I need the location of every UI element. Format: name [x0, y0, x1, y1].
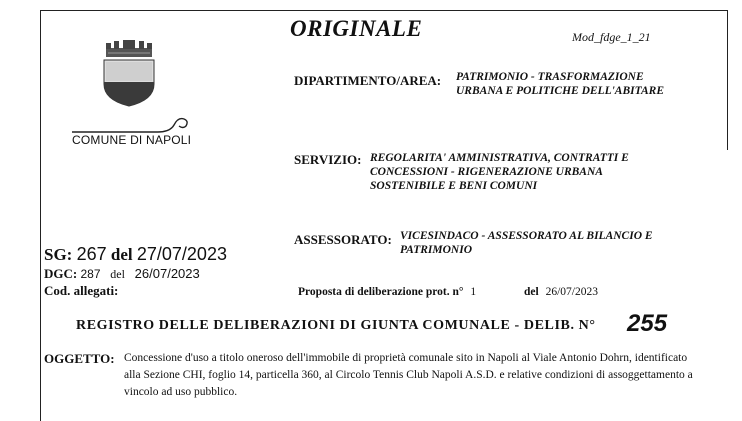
frame-top-border — [40, 10, 727, 11]
registro-title: REGISTRO DELLE DELIBERAZIONI DI GIUNTA COMUNALE - DELIB. N° — [76, 318, 596, 333]
proposta-line — [298, 286, 476, 298]
cod-allegati-label: Cod. allegati: — [44, 283, 119, 298]
proposta-label: Proposta di deliberazione prot. n° — [298, 286, 464, 298]
proposta-date: 26/07/2023 — [545, 286, 598, 298]
oggetto-label: OGGETTO: — [44, 351, 115, 366]
delibera-number: 255 — [627, 310, 668, 337]
coat-of-arms-icon — [98, 40, 160, 108]
frame-right-border — [727, 10, 728, 150]
dipartimento-line-2: URBANA E POLITICHE DELL'ABITARE — [456, 85, 665, 97]
model-code: Mod_fdge_1_21 — [572, 30, 651, 44]
oggetto-text: Concessione d'uso a titolo oneroso dell'immobile di proprietà comunale sito in Napoli al Viale Antonio Dohrn, identificato alla Sezione CHI, foglio 14, particella 360, al Circolo Tennis Club Napoli A.S.D. e relative condizioni di assoggettamento a vincolo ad uso pubblico. — [124, 352, 693, 398]
dipartimento-line-1: PATRIMONIO - TRASFORMAZIONE — [456, 71, 644, 83]
sg-line — [44, 244, 227, 265]
sg-date: 27/07/2023 — [136, 244, 227, 264]
servizio-line-2: CONCESSIONI - RIGENERAZIONE URBANA — [370, 166, 603, 178]
dgc-line — [44, 266, 200, 282]
dgc-number: 287 — [80, 267, 101, 281]
sg-del-label: del — [110, 245, 133, 264]
document-title: ORIGINALE — [290, 16, 423, 41]
comune-name: COMUNE DI NAPOLI — [72, 133, 192, 147]
assessorato-label: ASSESSORATO: — [294, 232, 392, 247]
frame-left-border — [40, 10, 41, 421]
dipartimento-label: DIPARTIMENTO/AREA: — [294, 73, 442, 88]
proposta-del-label: del — [524, 286, 539, 298]
proposta-date-line — [524, 286, 598, 298]
proposta-number: 1 — [470, 286, 477, 298]
dgc-date: 26/07/2023 — [134, 266, 200, 281]
wave-swirl-icon — [70, 113, 190, 135]
servizio-line-3: SOSTENIBILE E BENI COMUNI — [370, 180, 538, 192]
assessorato-line-1: VICESINDACO - ASSESSORATO AL BILANCIO E — [400, 230, 653, 242]
servizio-label: SERVIZIO: — [294, 152, 362, 167]
dgc-label: DGC: — [44, 266, 78, 281]
sg-number: 267 — [76, 244, 107, 264]
dgc-del-label: del — [110, 267, 125, 281]
servizio-line-1: REGOLARITA' AMMINISTRATIVA, CONTRATTI E — [370, 152, 629, 164]
sg-label: SG: — [44, 245, 73, 264]
assessorato-line-2: PATRIMONIO — [400, 244, 472, 256]
